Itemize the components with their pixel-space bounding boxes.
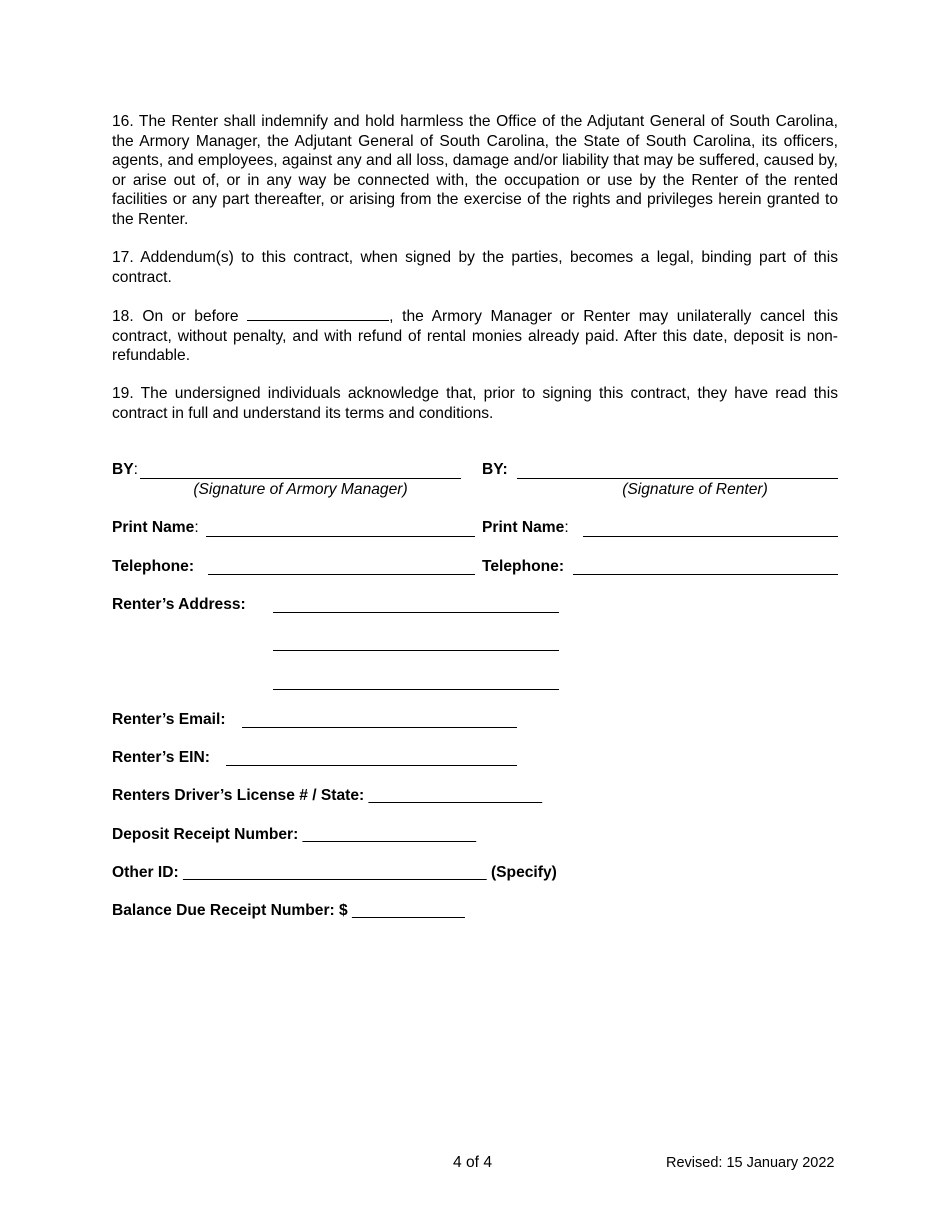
other-id-blank[interactable]: ___________________________________ [183, 864, 487, 881]
balance-label: Balance Due Receipt Number: $ [112, 902, 348, 919]
renter-email-line[interactable] [242, 727, 517, 728]
other-id-field [112, 863, 557, 882]
renter-telephone-label: Telephone: [482, 558, 565, 575]
clause-16: 16. The Renter shall indemnify and hold harmless the Office of the Adjutant General of South Carolina, the Armory Manager, the Adjutant General of South Carolina, the State of South Carolina, its officers, agents, and employees, against any and all loss, damage and/or liability that may be suffered, caused by, or arise out of, or in any way be connected with, the occupation or use by the Renter of the rented facilities or any part thereafter, or arising from the exercise of the rights and privileges herein granted to the Renter. [112, 113, 838, 228]
clause-17: 17. Addendum(s) to this contract, when signed by the parties, becomes a legal, binding part of this contract. [112, 249, 838, 286]
clause-18 [112, 306, 838, 366]
renter-address-line-2[interactable] [273, 650, 559, 651]
page-number: 4 of 4 [453, 1154, 493, 1171]
license-blank[interactable]: ____________________ [368, 787, 543, 804]
manager-print-name-colon: : [194, 519, 199, 536]
renter-address-line-1[interactable] [273, 612, 559, 613]
manager-print-name-label [112, 518, 199, 537]
renter-ein-label: Renter’s EIN: [112, 749, 210, 766]
renter-signature-line[interactable] [517, 478, 838, 479]
cancel-date-blank[interactable] [247, 306, 389, 321]
manager-signature-line[interactable] [140, 478, 461, 479]
renter-address-line-3[interactable] [273, 689, 559, 690]
clause-18-lead: 18. On or before [112, 308, 248, 325]
license-field [112, 786, 542, 805]
renter-print-name-colon: : [564, 519, 569, 536]
manager-print-name-line[interactable] [206, 536, 475, 537]
revision-date: Revised: 15 January 2022 [666, 1155, 835, 1171]
balance-field [112, 901, 465, 920]
other-id-label: Other ID: [112, 864, 179, 881]
manager-by-text: BY [112, 461, 134, 478]
renter-print-name-label [482, 518, 569, 537]
manager-telephone-line[interactable] [208, 574, 475, 575]
balance-blank[interactable]: _____________ [352, 902, 465, 919]
renter-email-label: Renter’s Email: [112, 711, 226, 728]
license-label: Renters Driver’s License # / State: [112, 787, 365, 804]
renter-telephone-line[interactable] [573, 574, 838, 575]
manager-by-colon: : [133, 461, 139, 478]
renter-print-name-text: Print Name [482, 519, 565, 536]
manager-print-name-text: Print Name [112, 519, 195, 536]
renter-by-label: BY: [482, 461, 508, 478]
deposit-field [112, 825, 476, 844]
manager-telephone-label: Telephone: [112, 558, 195, 575]
renter-print-name-line[interactable] [583, 536, 838, 537]
manager-signature-caption: (Signature of Armory Manager) [193, 481, 408, 498]
deposit-blank[interactable]: ____________________ [302, 826, 477, 843]
renter-address-label: Renter’s Address: [112, 596, 246, 613]
other-id-specify: (Specify) [490, 864, 557, 881]
renter-ein-line[interactable] [226, 765, 517, 766]
manager-by-label [112, 460, 138, 479]
clause-19: 19. The undersigned individuals acknowledge that, prior to signing this contract, they have read this contract in full and understand its terms and conditions. [112, 385, 838, 422]
clause-18-rest: , the Armory Manager or Renter may unilaterally cancel this contract, without penalty, and with refund of rental monies already paid. After this date, deposit is non-refundable. [112, 308, 838, 365]
renter-signature-caption: (Signature of Renter) [622, 481, 768, 498]
deposit-label: Deposit Receipt Number: [112, 826, 299, 843]
